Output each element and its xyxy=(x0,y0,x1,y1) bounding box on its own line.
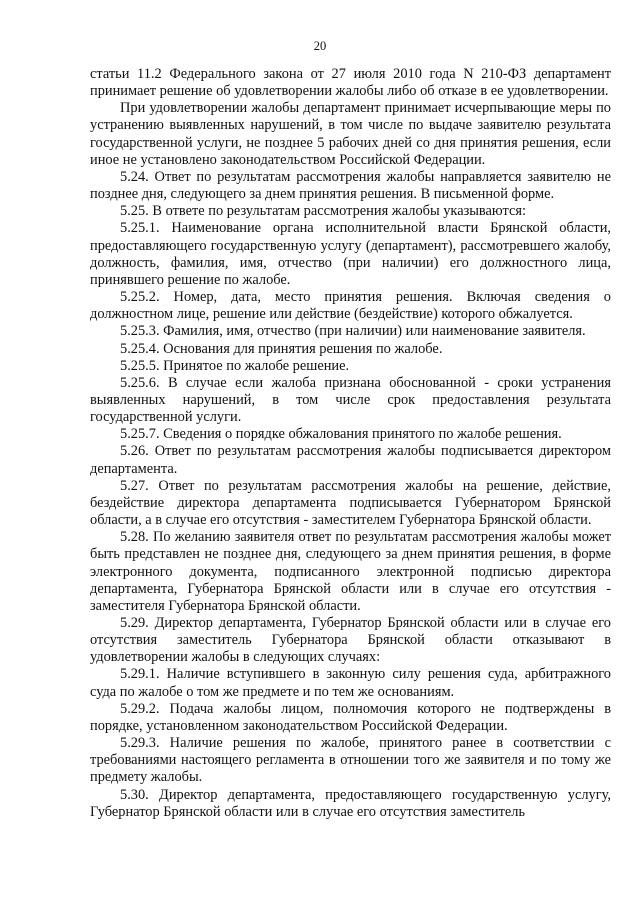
paragraph-5-26: 5.26. Ответ по результатам рассмотрения жалобы подписывается директором департамента. xyxy=(90,443,611,477)
paragraph-5-25-7: 5.25.7. Сведения о порядке обжалования принятого по жалобе решения. xyxy=(120,426,562,443)
paragraph-5-27: 5.27. Ответ по результатам рассмотрения жалобы на решение, действие, бездействие директора департамента подписывается Губернатором Брянской области, а в случае его отсутствия - заместителем Губернатора Брянской области. xyxy=(90,477,611,529)
paragraph-5-29-2: 5.29.2. Подача жалобы лицом, полномочия которого не подтверждены в порядке, установленном законодательством Российской Федерации. xyxy=(90,700,611,734)
paragraph-5-29-3: 5.29.3. Наличие решения по жалобе, принятого ранее в соответствии с требованиями настоящего регламента в отношении того же заявителя и по тому же предмету жалобы. xyxy=(90,735,611,786)
paragraph-5-29-1: 5.29.1. Наличие вступившего в законную силу решения суда, арбитражного суда по жалобе о том же предмете и по тем же основаниям. xyxy=(90,666,611,700)
paragraph-5-28: 5.28. По желанию заявителя ответ по результатам рассмотрения жалобы может быть представлен не позднее дня, следующего за днем принятия решения, в форме электронного документа, подписанного электронной подписью директора департамента, Губернатора Брянской области или в случае его отсутствия - заместителя Губернатора Брянской области. xyxy=(90,529,611,614)
paragraph-continuation: статьи 11.2 Федерального закона от 27 июля 2010 года N 210-ФЗ департамент принимает решение об удовлетворении жалобы либо об отказе в ее удовлетворении. xyxy=(90,66,611,100)
paragraph-5-25-2: 5.25.2. Номер, дата, место принятия решения. Включая сведения о должностном лице, решение или действие (бездействие) которого обжалуется. xyxy=(90,289,611,323)
paragraph-5-24: 5.24. Ответ по результатам рассмотрения жалобы направляется заявителю не позднее дня, следующего за днем принятия решения. В письменной форме. xyxy=(90,168,611,203)
document-body xyxy=(90,66,611,821)
paragraph-5-25-6: 5.25.6. В случае если жалоба признана обоснованной - сроки устранения выявленных нарушений, в том числе срок предоставления результата государственной услуги. xyxy=(90,374,611,426)
paragraph-5-25-3: 5.25.3. Фамилия, имя, отчество (при наличии) или наименование заявителя. xyxy=(120,323,586,340)
page-number: 20 xyxy=(313,39,327,53)
paragraph-5-30: 5.30. Директор департамента, предоставляющего государственную услугу, Губернатор Брянской области или в случае его отсутствия заместитель xyxy=(90,786,611,820)
paragraph-5-25-5: 5.25.5. Принятое по жалобе решение. xyxy=(120,357,350,374)
paragraph-5-29: 5.29. Директор департамента, Губернатор Брянской области или в случае его отсутствия заместитель Губернатора Брянской области отказывают в удовлетворении жалобы в следующих случаях: xyxy=(90,615,611,666)
paragraph-5-25: 5.25. В ответе по результатам рассмотрения жалобы указываются: xyxy=(120,203,526,220)
paragraph-5-25-1: 5.25.1. Наименование органа исполнительной власти Брянской области, предоставляющего государственную услугу (департамент), рассмотревшего жалобу, должность, фамилия, имя, отчество (при наличии) его должностного лица, принявшего решение по жалобе. xyxy=(90,220,611,288)
paragraph-5-25-4: 5.25.4. Основания для принятия решения по жалобе. xyxy=(120,340,443,357)
paragraph-remedy: При удовлетворении жалобы департамент принимает исчерпывающие меры по устранению выявленных нарушений, в том числе по выдаче заявителю результата государственной услуги, не позднее 5 рабочих дней со дня принятия решения, если иное не установлено законодательством Российской Федерации. xyxy=(90,100,611,168)
